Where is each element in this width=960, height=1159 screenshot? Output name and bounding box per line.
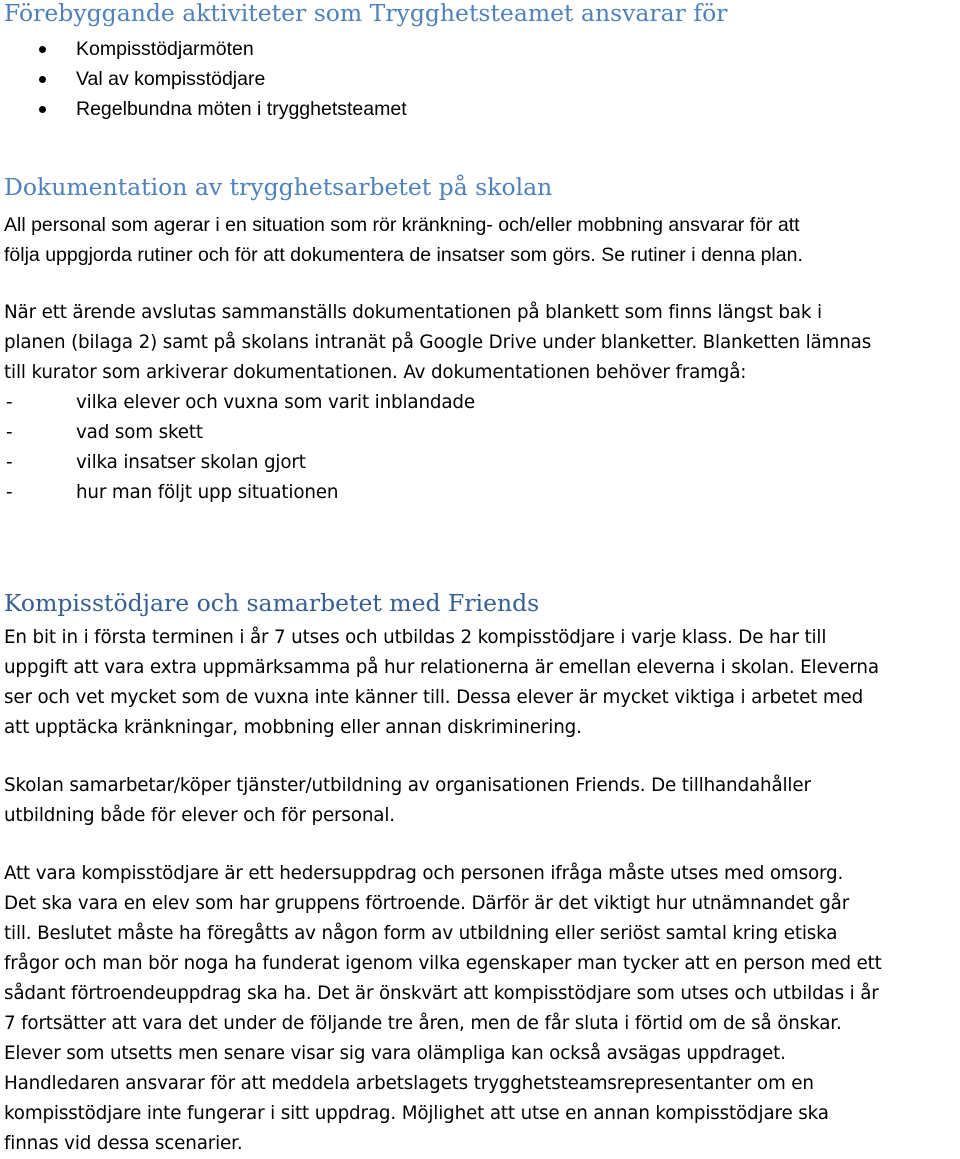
documentation-paragraph-2	[4, 298, 871, 388]
paragraph-line: frågor och man bör noga ha funderat igenom vilka egenskaper man tycker att en person med ett	[4, 953, 882, 974]
paragraph-line: planen (bilaga 2) samt på skolans intranät på Google Drive under blanketter. Blanketten lämnas	[4, 332, 872, 353]
kompis-paragraph-1	[4, 623, 879, 743]
dash-marker: -	[6, 392, 13, 413]
paragraph-line: till. Beslutet måste ha föregåtts av någon form av utbildning eller seriöst samtal kring etiska	[4, 923, 838, 944]
list-item-text: Val av kompisstödjare	[76, 68, 266, 90]
paragraph-line: Att vara kompisstödjare är ett hedersuppdrag och personen ifråga måste utses med omsorg.	[4, 863, 844, 884]
dash-marker: -	[6, 422, 13, 443]
paragraph-line: till kurator som arkiverar dokumentationen. Av dokumentationen behöver framgå:	[4, 362, 747, 383]
list-item-text: hur man följt upp situationen	[76, 482, 339, 503]
dash-marker: -	[6, 482, 13, 503]
documentation-paragraph-1	[4, 210, 803, 270]
paragraph-line: följa uppgjorda rutiner och för att dokumentera de insatser som görs. Se rutiner i denna plan.	[4, 244, 803, 266]
paragraph-line: Skolan samarbetar/köper tjänster/utbildning av organisationen Friends. De tillhandahåller	[4, 775, 811, 796]
paragraph-line: All personal som agerar i en situation som rör kränkning- och/eller mobbning ansvarar för att	[4, 214, 800, 236]
bullet-icon	[39, 106, 46, 113]
paragraph-line: uppgift att vara extra uppmärksamma på hur relationerna är emellan eleverna i skolan. Eleverna	[4, 657, 879, 678]
paragraph-line: När ett ärende avslutas sammanställs dokumentationen på blankett som finns längst bak i	[4, 302, 822, 323]
list-item-text: Kompisstödjarmöten	[76, 38, 254, 60]
bullet-icon	[39, 46, 46, 53]
list-item-text: vilka insatser skolan gjort	[76, 452, 306, 473]
paragraph-line: kompisstödjare inte fungerar i sitt uppdrag. Möjlighet att utse en annan kompisstödjare ska	[4, 1103, 829, 1124]
kompis-paragraph-3	[4, 859, 882, 1159]
paragraph-line: ser och vet mycket som de vuxna inte känner till. Dessa elever är mycket viktiga i arbetet med	[4, 687, 864, 708]
paragraph-line: En bit in i första terminen i år 7 utses och utbildas 2 kompisstödjare i varje klass. De har till	[4, 627, 827, 648]
list-item-text: Regelbundna möten i trygghetsteamet	[76, 98, 407, 120]
dash-marker: -	[6, 452, 13, 473]
paragraph-line: sådant förtroendeuppdrag ska ha. Det är önskvärt att kompisstödjare som utses och utbildas i år	[4, 983, 879, 1004]
paragraph-line: att upptäcka kränkningar, mobbning eller annan diskriminering.	[4, 717, 582, 738]
list-item-text: vilka elever och vuxna som varit inblandade	[76, 392, 475, 413]
bullet-icon	[39, 76, 46, 83]
paragraph-line: utbildning både för elever och för personal.	[4, 805, 395, 826]
paragraph-line: Handledaren ansvarar för att meddela arbetslagets trygghetsteamsrepresentanter om en	[4, 1073, 814, 1094]
paragraph-line: 7 fortsätter att vara det under de följande tre åren, men de får sluta i förtid om de så önskar.	[4, 1013, 842, 1034]
section-heading-forebyggande: Förebyggande aktiviteter som Trygghetsteamet ansvarar för	[4, 0, 728, 27]
section-heading-dokumentation: Dokumentation av trygghetsarbetet på skolan	[4, 173, 553, 201]
paragraph-line: Elever som utsetts men senare visar sig vara olämpliga kan också avsägas uppdraget.	[4, 1043, 786, 1064]
kompis-paragraph-2	[4, 771, 811, 831]
section-heading-kompisstodjare: Kompisstödjare och samarbetet med Friends	[4, 589, 540, 617]
paragraph-line: finnas vid dessa scenarier.	[4, 1133, 243, 1154]
list-item-text: vad som skett	[76, 422, 203, 443]
paragraph-line: Det ska vara en elev som har gruppens förtroende. Därför är det viktigt hur utnämnandet går	[4, 893, 850, 914]
